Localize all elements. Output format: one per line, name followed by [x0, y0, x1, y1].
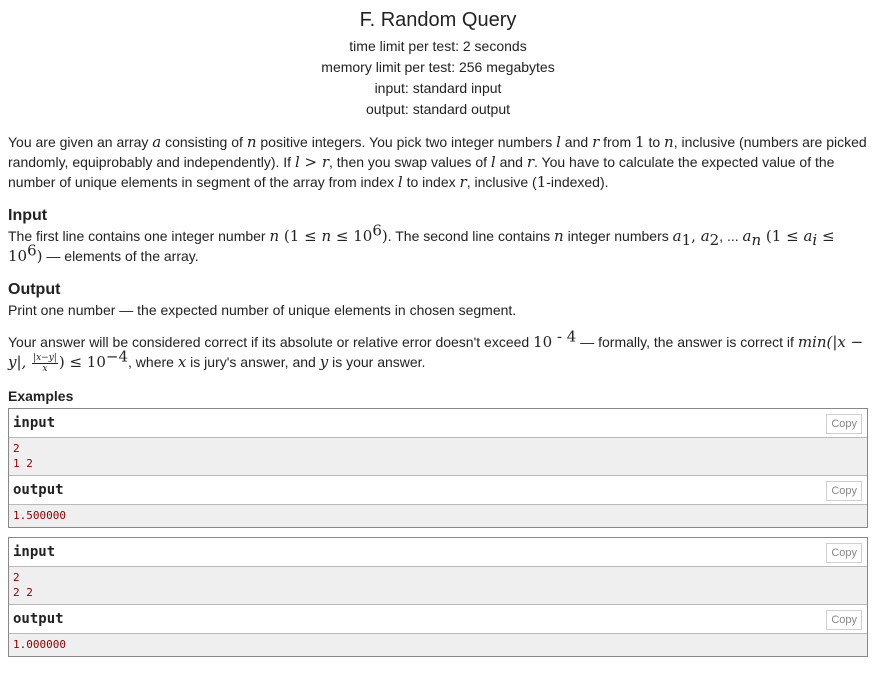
- statement-text: to index: [402, 174, 460, 190]
- fraction-denominator: x: [42, 363, 48, 374]
- math-n: n: [269, 227, 280, 245]
- math-constraint: ≤ 10: [8, 227, 835, 265]
- output-specification: Print one number — the expected number of unique elements in chosen segment.: [8, 302, 517, 318]
- statement-text: from: [599, 134, 636, 150]
- math-y: y: [319, 353, 329, 371]
- output-section-title: Output: [8, 281, 61, 298]
- math-separator: ,: [691, 227, 701, 245]
- statement-text: . You have to calculate the expected value of the number of unique elements in segment of the array from index: [8, 154, 835, 190]
- math-n: n: [664, 133, 674, 151]
- input-file: input: standard input: [374, 80, 502, 96]
- problem-title: F. Random Query: [359, 9, 517, 31]
- input-label: input: [13, 414, 56, 431]
- example-output-header: [9, 605, 867, 634]
- statement-text: positive integers. You pick two integer numbers: [256, 134, 557, 150]
- statement-text: consisting of: [161, 134, 247, 150]
- output-text: Your answer will be considered correct if its absolute or relative error doesn't exceed: [8, 334, 534, 350]
- examples-title: Examples: [8, 387, 74, 404]
- math-a: a: [742, 227, 752, 245]
- statement-text: and: [560, 134, 593, 150]
- output-label: output: [13, 481, 64, 498]
- math-a: a: [672, 227, 682, 245]
- statement-text: , then you swap values of: [329, 154, 491, 170]
- math-exponent: −4: [105, 347, 129, 366]
- math-n: n: [554, 227, 564, 245]
- example-output-content: 1.500000: [9, 505, 867, 527]
- math-r: r: [526, 153, 535, 171]
- math-constraint: (1 ≤: [761, 227, 804, 245]
- math-subscript: 2: [709, 230, 720, 249]
- example-output-header: [9, 476, 867, 505]
- math-subscript: i: [812, 230, 818, 249]
- copy-button[interactable]: Copy: [826, 481, 862, 501]
- math-l: l: [556, 133, 561, 151]
- output-text: , where: [128, 354, 178, 370]
- output-text: — formally, the answer is correct if: [576, 334, 798, 350]
- copy-button[interactable]: Copy: [826, 543, 862, 563]
- math-one: 1: [536, 173, 547, 191]
- input-section-title: Input: [8, 207, 48, 224]
- input-text: integer numbers: [563, 228, 673, 244]
- math-one: 1: [635, 133, 645, 151]
- input-label: input: [13, 543, 56, 560]
- math-l: l: [397, 173, 403, 191]
- input-text: . The second line contains: [387, 228, 555, 244]
- math-exponent: - 4: [552, 327, 577, 346]
- input-text: , ...: [719, 228, 743, 244]
- problem-statement: [8, 132, 868, 192]
- output-text: is jury's answer, and: [186, 354, 320, 370]
- time-limit: time limit per test: 2 seconds: [349, 38, 527, 54]
- math-exponent: 6: [27, 241, 37, 260]
- math-power: 10: [533, 333, 553, 351]
- example-block: [8, 408, 868, 528]
- math-constraint: ≤ 10: [331, 227, 373, 245]
- statement-text: , inclusive (: [466, 174, 537, 190]
- math-subscript: n: [751, 230, 762, 249]
- math-a: a: [152, 133, 162, 151]
- math-formula: min(|x − y|,: [8, 333, 864, 371]
- math-n: n: [246, 133, 257, 151]
- example-block: [8, 537, 868, 657]
- input-specification: [8, 221, 868, 266]
- math-n: n: [321, 227, 332, 245]
- statement-text: , inclusive (numbers are picked randomly, equiprobably and independently). If: [8, 134, 867, 170]
- fraction-numerator: |x−y|: [33, 352, 57, 363]
- example-output-content: 1.000000: [9, 634, 867, 656]
- math-fraction: [32, 353, 58, 374]
- output-text: is your answer.: [328, 354, 426, 370]
- example-input-header: [9, 538, 867, 567]
- copy-button[interactable]: Copy: [826, 414, 862, 434]
- math-condition: l > r: [294, 153, 330, 171]
- math-a: a: [700, 227, 710, 245]
- math-formula: ) ≤ 10: [58, 353, 106, 371]
- statement-text: to: [644, 134, 665, 150]
- math-subscript: 1: [681, 230, 692, 249]
- statement-text: -indexed).: [546, 174, 609, 190]
- example-input-header: [9, 409, 867, 438]
- example-input-content: 2 2 2: [9, 567, 867, 605]
- math-r: r: [592, 133, 600, 151]
- output-label: output: [13, 610, 64, 627]
- problem-header: [0, 0, 876, 120]
- input-text: — elements of the array.: [42, 248, 199, 264]
- statement-text: and: [495, 154, 527, 170]
- math-constraint: ): [381, 227, 388, 245]
- problem-content: [0, 132, 876, 657]
- math-x: x: [177, 353, 187, 371]
- precision-note: [8, 327, 868, 374]
- input-text: The first line contains one integer number: [8, 228, 270, 244]
- math-constraint: (1 ≤: [279, 227, 322, 245]
- example-input-content: 2 1 2: [9, 438, 867, 476]
- math-constraint: ): [36, 247, 43, 265]
- output-file: output: standard output: [366, 101, 510, 117]
- math-r: r: [459, 173, 467, 191]
- math-a: a: [803, 227, 813, 245]
- math-l: l: [490, 153, 496, 171]
- copy-button[interactable]: Copy: [826, 610, 862, 630]
- math-exponent: 6: [372, 221, 382, 240]
- memory-limit: memory limit per test: 256 megabytes: [321, 59, 555, 75]
- statement-text: You are given an array: [8, 134, 153, 150]
